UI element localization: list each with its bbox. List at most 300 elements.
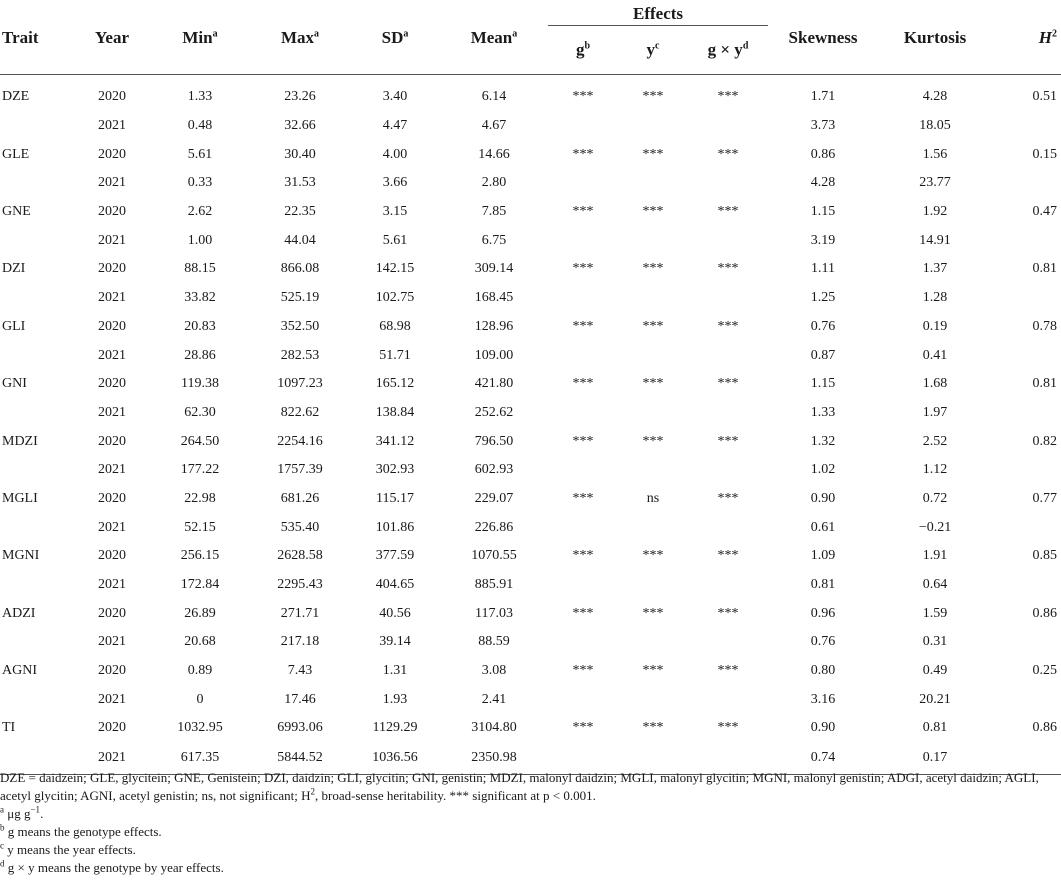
sd-cell: 39.14 xyxy=(379,634,411,650)
interaction-effect-cell: *** xyxy=(717,663,739,679)
max-cell: 1097.23 xyxy=(277,376,323,392)
skewness-cell: 1.71 xyxy=(810,89,836,105)
kurtosis-cell: 2.52 xyxy=(922,433,948,449)
kurtosis-cell: 0.17 xyxy=(878,743,992,775)
skewness-cell: 1.02 xyxy=(810,462,836,478)
sd-cell: 3.40 xyxy=(382,89,408,105)
mean-cell: 2350.98 xyxy=(440,743,548,775)
trait-cell xyxy=(0,226,74,255)
header-row-top xyxy=(0,0,1061,26)
year-cell: 2021 xyxy=(98,404,126,420)
min-cell: 617.35 xyxy=(150,743,250,775)
mean-cell: 6.14 xyxy=(481,89,507,105)
heritability-cell: 0.81 xyxy=(1032,376,1058,392)
genotype-effect-cell xyxy=(548,169,618,198)
mean-cell: 7.85 xyxy=(481,204,507,220)
sd-cell: 142.15 xyxy=(375,261,415,277)
header-sd: $SD^a$ xyxy=(350,0,440,75)
table-row xyxy=(0,571,1061,600)
heritability-cell xyxy=(992,169,1061,198)
interaction-effect-cell xyxy=(688,284,768,313)
max-cell: 217.18 xyxy=(280,634,320,650)
table-row xyxy=(0,399,1061,428)
kurtosis-cell: 23.77 xyxy=(919,175,951,191)
table-row xyxy=(0,284,1061,313)
interaction-effect-cell xyxy=(688,513,768,542)
mean-cell: 168.45 xyxy=(474,290,514,306)
kurtosis-cell: 1.91 xyxy=(922,548,948,564)
header-year: Year xyxy=(74,0,150,75)
mean-cell: 4.67 xyxy=(481,118,507,134)
interaction-effect-cell: *** xyxy=(717,89,739,105)
genotype-effect-cell xyxy=(548,685,618,714)
trait-cell xyxy=(0,169,74,198)
kurtosis-cell: 1.97 xyxy=(922,404,948,420)
sd-cell: 115.17 xyxy=(376,490,414,506)
skewness-cell: 0.96 xyxy=(810,605,836,621)
skewness-cell: 1.25 xyxy=(810,290,836,306)
min-cell: 119.38 xyxy=(181,376,219,392)
year-effect-cell xyxy=(618,341,688,370)
min-cell: 22.98 xyxy=(184,490,216,506)
table-row xyxy=(0,255,1061,284)
kurtosis-cell: −0.21 xyxy=(918,519,952,535)
skewness-cell: 0.90 xyxy=(810,720,836,736)
year-cell: 2020 xyxy=(98,204,126,220)
genotype-effect-cell xyxy=(548,628,618,657)
interaction-effect-cell xyxy=(688,399,768,428)
footnote-a: $^a$ μg $g^{-1}$. xyxy=(0,804,44,821)
mean-cell: 226.86 xyxy=(474,519,514,535)
table-row xyxy=(0,714,1061,743)
year-cell: 2021 xyxy=(98,175,126,191)
kurtosis-cell: 1.92 xyxy=(922,204,948,220)
interaction-effect-cell: *** xyxy=(717,204,739,220)
skewness-cell: 0.76 xyxy=(810,318,836,334)
table-row xyxy=(0,198,1061,227)
year-cell: 2020 xyxy=(98,376,126,392)
header-skewness: Skewness xyxy=(768,0,878,75)
genotype-effect-cell: *** xyxy=(572,663,594,679)
min-cell: 1.00 xyxy=(187,232,213,248)
kurtosis-cell: 0.19 xyxy=(922,318,948,334)
genotype-effect-cell xyxy=(548,226,618,255)
kurtosis-cell: 20.21 xyxy=(919,691,951,707)
kurtosis-cell: 14.91 xyxy=(919,232,951,248)
sd-cell: 377.59 xyxy=(375,548,415,564)
year-cell: 2021 xyxy=(98,232,126,248)
kurtosis-cell: 18.05 xyxy=(919,118,951,134)
table-row xyxy=(0,456,1061,485)
heritability-cell: 0.81 xyxy=(1032,261,1058,277)
interaction-effect-cell xyxy=(688,226,768,255)
header-g: $g^b$ xyxy=(548,26,618,75)
year-cell: 2020 xyxy=(98,720,126,736)
max-cell: 2254.16 xyxy=(277,433,323,449)
genotype-effect-cell xyxy=(548,341,618,370)
year-cell: 2021 xyxy=(98,347,126,363)
table-row xyxy=(0,112,1061,141)
table-row xyxy=(0,169,1061,198)
min-cell: 1032.95 xyxy=(177,720,223,736)
heritability-cell xyxy=(992,456,1061,485)
year-cell: 2020 xyxy=(98,605,126,621)
table-row xyxy=(0,513,1061,542)
skewness-cell: 0.74 xyxy=(768,743,878,775)
year-effect-cell xyxy=(618,112,688,141)
header-heritability: $H^2$ xyxy=(992,0,1061,75)
genotype-effect-cell: *** xyxy=(572,548,594,564)
max-cell: 6993.06 xyxy=(277,720,323,736)
genotype-effect-cell: *** xyxy=(572,146,594,162)
genotype-effect-cell xyxy=(548,571,618,600)
interaction-effect-cell: *** xyxy=(717,605,739,621)
year-effect-cell: *** xyxy=(642,318,664,334)
max-cell: 22.35 xyxy=(284,204,316,220)
max-cell: 352.50 xyxy=(280,318,320,334)
genotype-effect-cell: *** xyxy=(572,720,594,736)
header-effects: Effects xyxy=(548,0,768,26)
year-effect-cell: *** xyxy=(642,376,664,392)
interaction-effect-cell: *** xyxy=(717,376,739,392)
table-row xyxy=(0,370,1061,399)
table-row xyxy=(0,685,1061,714)
genotype-effect-cell: *** xyxy=(572,89,594,105)
header-max: Max$^a$ xyxy=(250,0,350,75)
header-kurtosis: Kurtosis xyxy=(878,0,992,75)
mean-cell: 3104.80 xyxy=(471,720,517,736)
min-cell: 2.62 xyxy=(187,204,213,220)
table-footnotes xyxy=(0,769,1058,877)
heritability-cell: 0.15 xyxy=(1032,146,1058,162)
year-effect-cell: *** xyxy=(642,146,664,162)
year-effect-cell xyxy=(618,456,688,485)
year-effect-cell: *** xyxy=(642,605,664,621)
trait-cell: DZE xyxy=(2,89,30,105)
year-cell: 2021 xyxy=(98,290,126,306)
min-cell: 20.68 xyxy=(184,634,216,650)
min-cell: 0.33 xyxy=(187,175,213,191)
sd-cell: 3.15 xyxy=(382,204,408,220)
min-cell: 177.22 xyxy=(180,462,220,478)
max-cell: 5844.52 xyxy=(250,743,350,775)
trait-cell xyxy=(0,685,74,714)
year-cell: 2021 xyxy=(98,118,126,134)
skewness-cell: 1.32 xyxy=(810,433,836,449)
year-effect-cell xyxy=(618,226,688,255)
interaction-effect-cell: *** xyxy=(717,261,739,277)
interaction-effect-cell xyxy=(688,456,768,485)
sd-cell: 1036.56 xyxy=(350,743,440,775)
min-cell: 1.33 xyxy=(187,89,213,105)
max-cell: 30.40 xyxy=(284,146,316,162)
mean-cell: 1070.55 xyxy=(471,548,517,564)
skewness-cell: 1.33 xyxy=(810,404,836,420)
max-cell: 681.26 xyxy=(280,490,320,506)
max-cell: 2295.43 xyxy=(277,577,323,593)
table-row xyxy=(0,313,1061,342)
genotype-effect-cell: *** xyxy=(572,204,594,220)
header-trait: Trait xyxy=(0,0,74,75)
year-effect-cell xyxy=(618,628,688,657)
skewness-cell: 0.80 xyxy=(810,663,836,679)
table-row xyxy=(0,485,1061,514)
trait-cell: GLI xyxy=(2,318,26,334)
skewness-cell: 4.28 xyxy=(810,175,836,191)
min-cell: 20.83 xyxy=(184,318,216,334)
mean-cell: 117.03 xyxy=(475,605,513,621)
max-cell: 1757.39 xyxy=(277,462,323,478)
sd-cell: 102.75 xyxy=(375,290,415,306)
year-cell: 2020 xyxy=(98,490,126,506)
table-body xyxy=(0,75,1061,775)
skewness-cell: 0.81 xyxy=(810,577,836,593)
effects-underline xyxy=(548,25,768,26)
genotype-effect-cell xyxy=(548,513,618,542)
skewness-cell: 0.90 xyxy=(810,490,836,506)
skewness-cell: 0.87 xyxy=(810,347,836,363)
kurtosis-cell: 1.37 xyxy=(922,261,948,277)
heritability-cell: 0.25 xyxy=(1032,663,1058,679)
sd-cell: 1129.29 xyxy=(372,720,418,736)
max-cell: 866.08 xyxy=(280,261,320,277)
sd-cell: 138.84 xyxy=(375,404,415,420)
max-cell: 44.04 xyxy=(284,232,316,248)
interaction-effect-cell: *** xyxy=(717,490,739,506)
mean-cell: 602.93 xyxy=(474,462,514,478)
year-effect-cell xyxy=(618,284,688,313)
mean-cell: 88.59 xyxy=(478,634,510,650)
heritability-cell xyxy=(992,284,1061,313)
max-cell: 23.26 xyxy=(284,89,316,105)
max-cell: 31.53 xyxy=(284,175,316,191)
year-cell: 2021 xyxy=(98,577,126,593)
table-row xyxy=(0,427,1061,456)
interaction-effect-cell: *** xyxy=(717,548,739,564)
year-cell: 2021 xyxy=(98,691,126,707)
interaction-effect-cell xyxy=(688,341,768,370)
kurtosis-cell: 4.28 xyxy=(922,89,948,105)
sd-cell: 51.71 xyxy=(379,347,411,363)
sd-cell: 5.61 xyxy=(382,232,408,248)
year-effect-cell: ns xyxy=(646,490,660,506)
skewness-cell: 3.16 xyxy=(810,691,836,707)
trait-cell xyxy=(0,513,74,542)
min-cell: 264.50 xyxy=(180,433,220,449)
header-gxy: $g \times y^d$ xyxy=(688,26,768,75)
sd-cell: 101.86 xyxy=(375,519,415,535)
year-effect-cell xyxy=(618,169,688,198)
heritability-cell: 0.77 xyxy=(1032,490,1058,506)
year-effect-cell xyxy=(618,513,688,542)
min-cell: 52.15 xyxy=(184,519,216,535)
year-effect-cell: *** xyxy=(642,720,664,736)
max-cell: 2628.58 xyxy=(277,548,323,564)
trait-cell: DZI xyxy=(2,261,26,277)
heritability-cell: 0.51 xyxy=(1032,89,1058,105)
mean-cell: 885.91 xyxy=(474,577,514,593)
skewness-cell: 3.19 xyxy=(810,232,836,248)
mean-cell: 6.75 xyxy=(481,232,507,248)
heritability-cell: 0.86 xyxy=(1032,720,1058,736)
table-row xyxy=(0,657,1061,686)
trait-cell xyxy=(0,112,74,141)
year-effect-cell xyxy=(618,571,688,600)
table-row xyxy=(0,75,1061,112)
skewness-cell: 0.86 xyxy=(810,146,836,162)
year-cell: 2020 xyxy=(98,89,126,105)
mean-cell: 2.80 xyxy=(481,175,507,191)
genotype-effect-cell: *** xyxy=(572,433,594,449)
kurtosis-cell: 1.68 xyxy=(922,376,948,392)
kurtosis-cell: 1.12 xyxy=(922,462,948,478)
year-cell: 2020 xyxy=(98,261,126,277)
max-cell: 271.71 xyxy=(280,605,320,621)
min-cell: 172.84 xyxy=(180,577,220,593)
kurtosis-cell: 1.59 xyxy=(922,605,948,621)
heritability-cell xyxy=(992,341,1061,370)
year-cell: 2021 xyxy=(98,634,126,650)
min-cell: 0.48 xyxy=(187,118,213,134)
mean-cell: 796.50 xyxy=(474,433,514,449)
skewness-cell: 1.15 xyxy=(810,376,836,392)
trait-cell xyxy=(0,341,74,370)
footnote-d: $^d$ g × y means the genotype by year effects. xyxy=(0,858,224,875)
max-cell: 282.53 xyxy=(280,347,320,363)
header-y: $y^c$ xyxy=(618,26,688,75)
kurtosis-cell: 0.41 xyxy=(922,347,948,363)
heritability-cell xyxy=(992,399,1061,428)
trait-cell xyxy=(0,628,74,657)
kurtosis-cell: 0.72 xyxy=(922,490,948,506)
mean-cell: 252.62 xyxy=(474,404,514,420)
trait-cell xyxy=(0,456,74,485)
genotype-effect-cell: *** xyxy=(572,605,594,621)
table-row xyxy=(0,542,1061,571)
interaction-effect-cell xyxy=(688,685,768,714)
trait-cell: MDZI xyxy=(2,433,38,449)
min-cell: 28.86 xyxy=(184,347,216,363)
interaction-effect-cell: *** xyxy=(717,318,739,334)
genotype-effect-cell xyxy=(548,112,618,141)
mean-cell: 421.80 xyxy=(474,376,514,392)
skewness-cell: 1.11 xyxy=(811,261,835,277)
interaction-effect-cell: *** xyxy=(717,146,739,162)
header-mean: Mean$^a$ xyxy=(440,0,548,75)
genotype-effect-cell xyxy=(548,284,618,313)
sd-cell: 4.00 xyxy=(382,146,408,162)
year-cell: 2021 xyxy=(98,462,126,478)
sd-cell: 4.47 xyxy=(382,118,408,134)
mean-cell: 14.66 xyxy=(478,146,510,162)
year-effect-cell: *** xyxy=(642,548,664,564)
heritability-cell: 0.86 xyxy=(1032,605,1058,621)
genotype-effect-cell: *** xyxy=(572,376,594,392)
year-effect-cell: *** xyxy=(642,204,664,220)
genotype-effect-cell xyxy=(548,456,618,485)
year-cell: 2020 xyxy=(98,548,126,564)
skewness-cell: 1.15 xyxy=(810,204,836,220)
trait-cell: GNI xyxy=(2,376,27,392)
year-effect-cell: *** xyxy=(642,261,664,277)
table-row xyxy=(0,140,1061,169)
mean-cell: 2.41 xyxy=(481,691,507,707)
trait-cell: MGNI xyxy=(2,548,40,564)
min-cell: 33.82 xyxy=(184,290,216,306)
skewness-cell: 3.73 xyxy=(810,118,836,134)
kurtosis-cell: 0.81 xyxy=(922,720,948,736)
interaction-effect-cell xyxy=(688,169,768,198)
interaction-effect-cell xyxy=(688,571,768,600)
heritability-cell xyxy=(992,571,1061,600)
trait-cell: GLE xyxy=(2,146,30,162)
min-cell: 88.15 xyxy=(184,261,216,277)
heritability-cell: 0.82 xyxy=(1032,433,1058,449)
trait-cell xyxy=(0,284,74,313)
max-cell: 822.62 xyxy=(280,404,320,420)
trait-cell xyxy=(0,399,74,428)
header-min: Min$^a$ xyxy=(150,0,250,75)
min-cell: 256.15 xyxy=(180,548,220,564)
heritability-cell xyxy=(992,112,1061,141)
min-cell: 26.89 xyxy=(184,605,216,621)
interaction-effect-cell xyxy=(688,112,768,141)
year-effect-cell: *** xyxy=(642,663,664,679)
skewness-cell: 0.61 xyxy=(810,519,836,535)
kurtosis-cell: 0.49 xyxy=(922,663,948,679)
mean-cell: 309.14 xyxy=(474,261,514,277)
kurtosis-cell: 1.28 xyxy=(922,290,948,306)
table-row xyxy=(0,628,1061,657)
max-cell: 7.43 xyxy=(287,663,313,679)
trait-cell: MGLI xyxy=(2,490,38,506)
kurtosis-cell: 1.56 xyxy=(922,146,948,162)
trait-cell: ADZI xyxy=(2,605,36,621)
sd-cell: 3.66 xyxy=(382,175,408,191)
min-cell: 0.89 xyxy=(187,663,213,679)
sd-cell: 404.65 xyxy=(375,577,415,593)
skewness-cell: 1.09 xyxy=(810,548,836,564)
year-cell: 2020 xyxy=(98,663,126,679)
min-cell: 62.30 xyxy=(184,404,216,420)
mean-cell: 229.07 xyxy=(474,490,514,506)
table-row xyxy=(0,599,1061,628)
genotype-effect-cell: *** xyxy=(572,318,594,334)
heritability-cell: 0.78 xyxy=(1032,318,1058,334)
genotype-effect-cell: *** xyxy=(572,261,594,277)
year-effect-cell: *** xyxy=(642,433,664,449)
kurtosis-cell: 0.64 xyxy=(922,577,948,593)
heritability-cell xyxy=(992,628,1061,657)
year-cell: 2021 xyxy=(98,519,126,535)
sd-cell: 40.56 xyxy=(379,605,411,621)
sd-cell: 341.12 xyxy=(375,433,415,449)
footnote-b: $^b$ g means the genotype effects. xyxy=(0,822,162,839)
min-cell: 0 xyxy=(196,691,204,707)
genotype-effect-cell: *** xyxy=(572,490,594,506)
footnote-abbreviations: DZE = daidzein; GLE, glycitein; GNE, Genistein; DZI, daidzin; GLI, glycitin; GNI, genistin; MDZI, malonyl daidzin; MGLI, malonyl glycitin; MGNI, malonyl genistin; ADGI, acetyl daidzin; AGLI, acetyl glycitin; AGNI, acetyl genistin; ns, not significant; $H^2$, broad-sense heritability. *** significant at p < 0.001. xyxy=(0,770,1039,803)
interaction-effect-cell: *** xyxy=(717,720,739,736)
mean-cell: 128.96 xyxy=(474,318,514,334)
max-cell: 32.66 xyxy=(284,118,316,134)
trait-cell: AGNI xyxy=(2,663,37,679)
sd-cell: 1.93 xyxy=(382,691,408,707)
trait-cell xyxy=(0,571,74,600)
year-effect-cell xyxy=(618,685,688,714)
mean-cell: 109.00 xyxy=(474,347,514,363)
max-cell: 535.40 xyxy=(280,519,320,535)
sd-cell: 1.31 xyxy=(382,663,408,679)
